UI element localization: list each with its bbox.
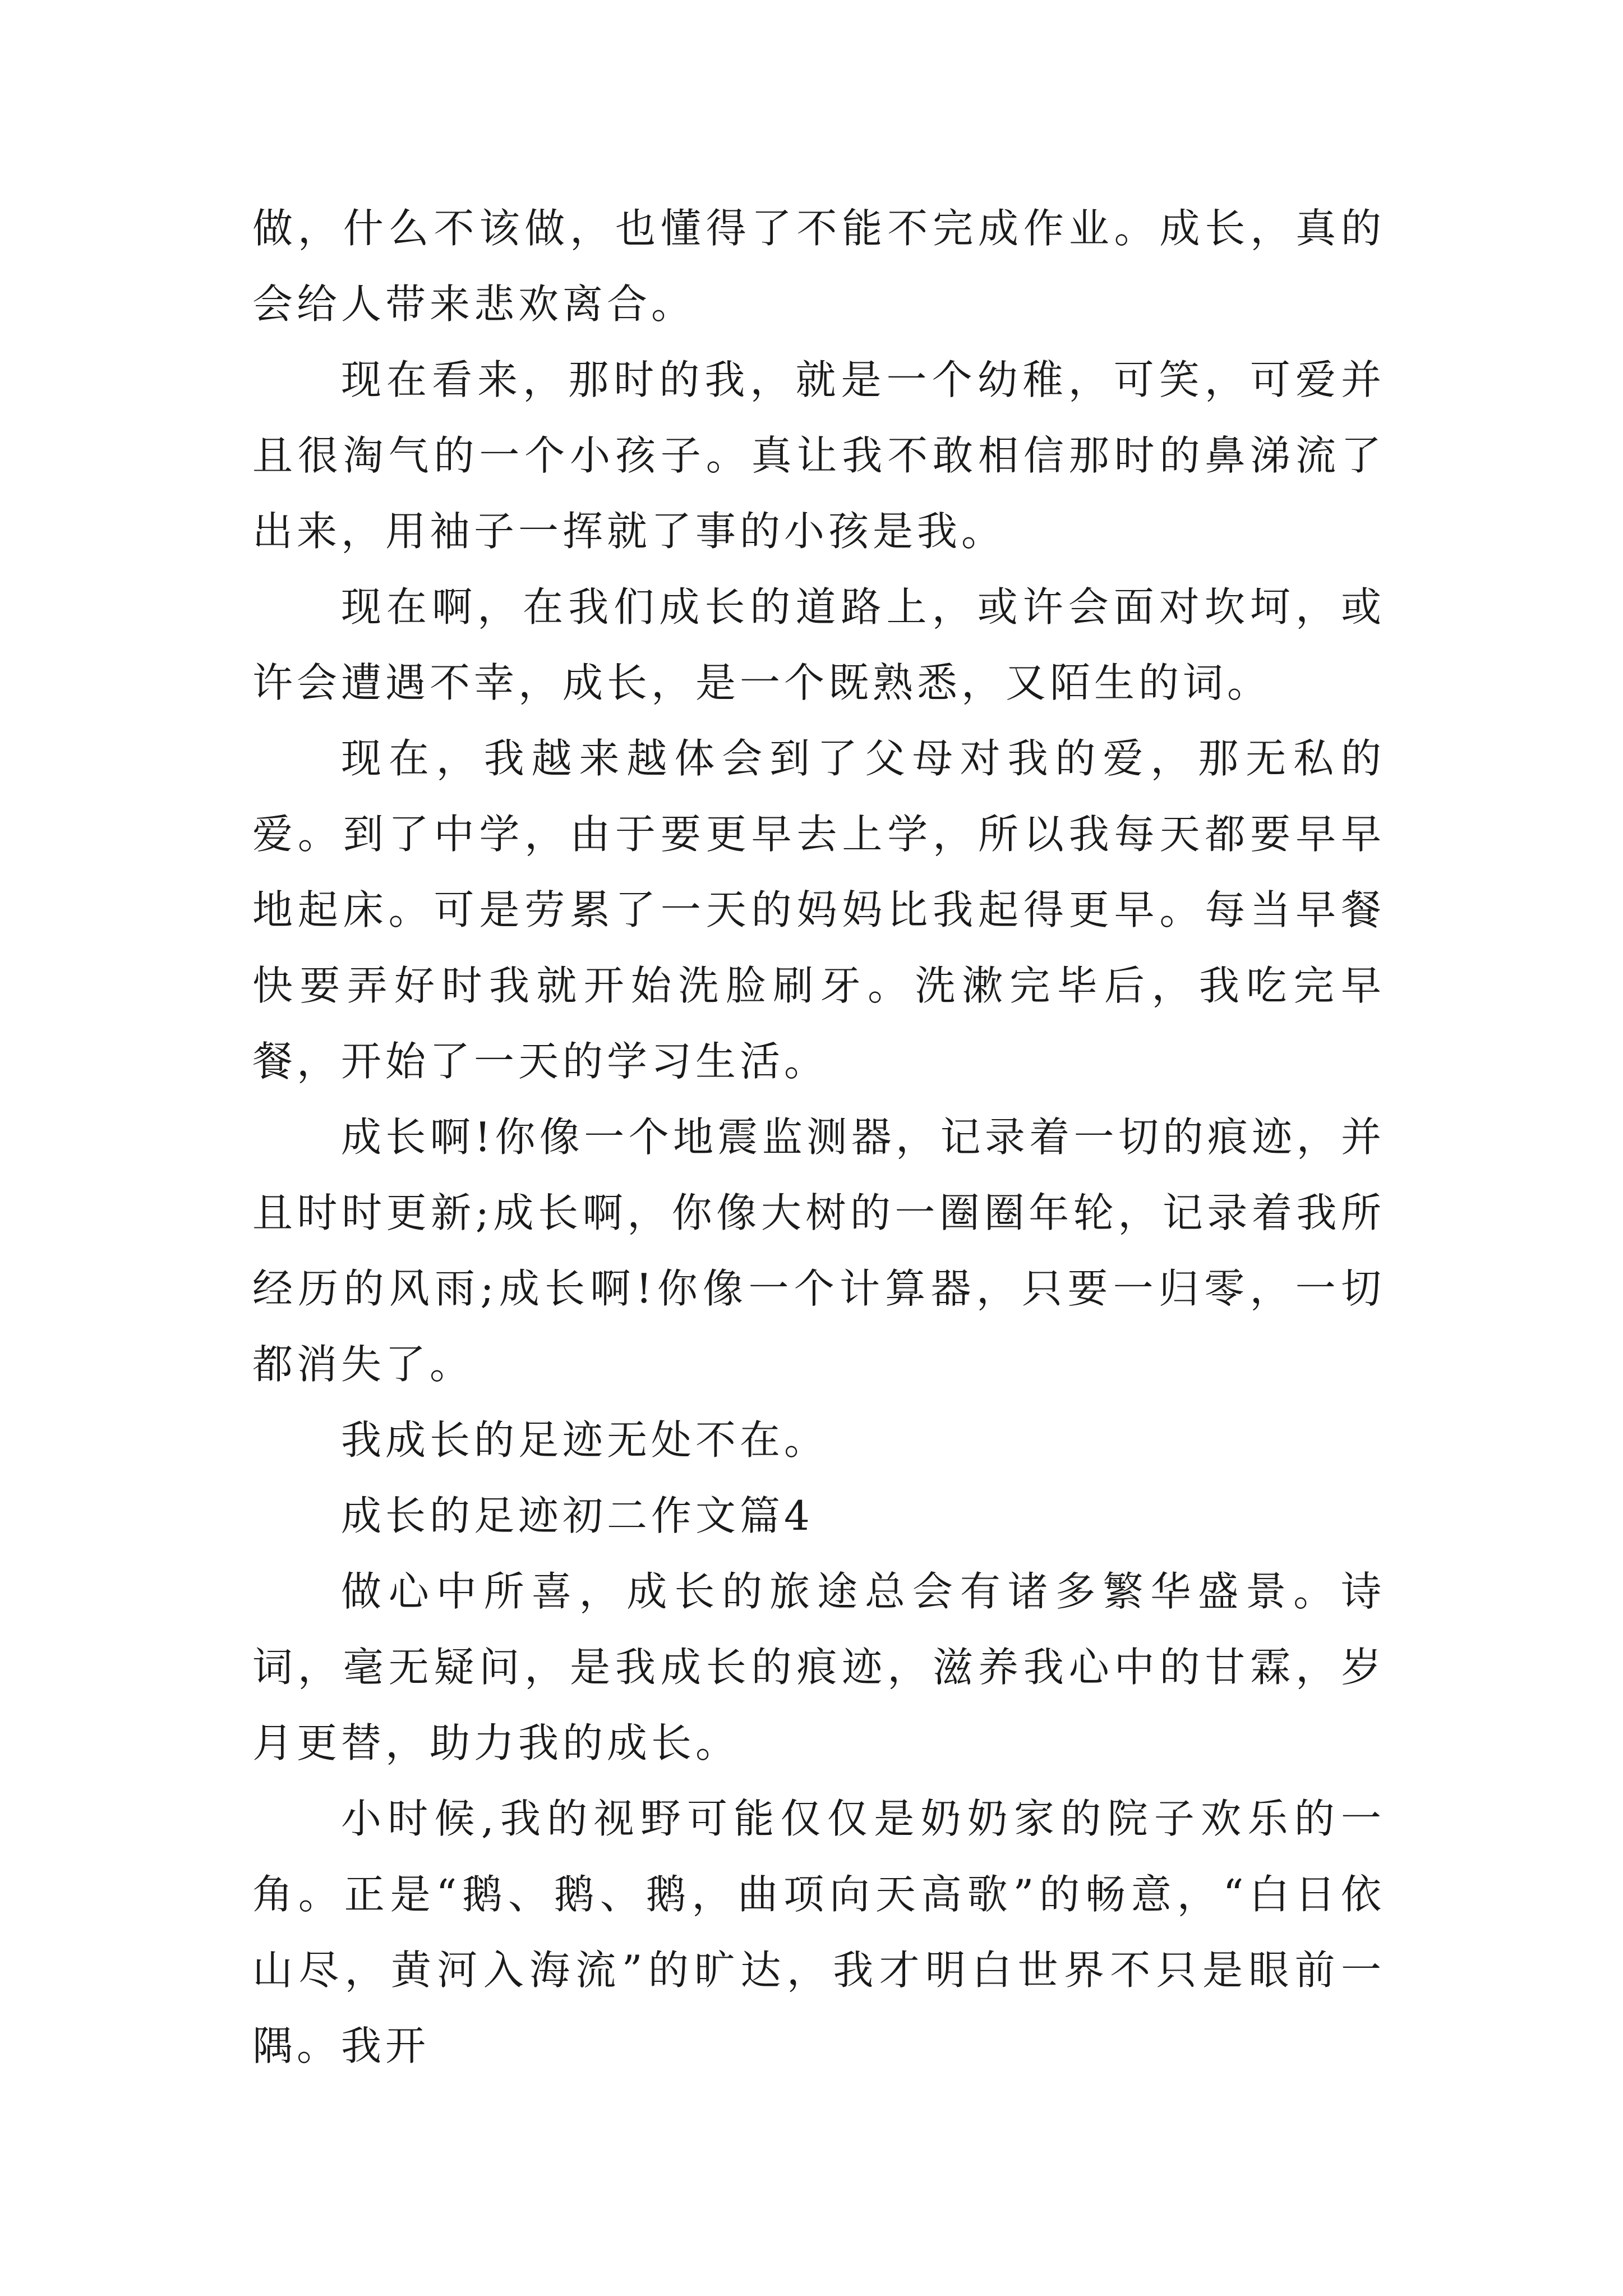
paragraph-3: 现在啊，在我们成长的道路上，或许会面对坎坷，或许会遭遇不幸，成长，是一个既熟悉，又陌生的词。 [252, 583, 1385, 706]
paragraph-8: 小时候,我的视野可能仅仅是奶奶家的院子欢乐的一角。正是“鹅、鹅、鹅，曲项向天高歌”的畅意，“白日依山尽，黄河入海流”的旷达，我才明白世界不只是眼前一隅。我开 [252, 1795, 1385, 2069]
paragraph-4: 现在，我越来越体会到了父母对我的爱，那无私的爱。到了中学，由于要更早去上学，所以我每天都要早早地起床。可是劳累了一天的妈妈比我起得更早。每当早餐快要弄好时我就开始洗脸刷牙。洗漱完毕后，我吃完早餐，开始了一天的学习生活。 [252, 735, 1385, 1085]
paragraph-7: 做心中所喜，成长的旅途总会有诸多繁华盛景。诗词，毫无疑问，是我成长的痕迹，滋养我心中的甘霖，岁月更替，助力我的成长。 [252, 1568, 1385, 1766]
paragraph-5: 成长啊!你像一个地震监测器，记录着一切的痕迹，并且时时更新;成长啊，你像大树的一圈圈年轮，记录着我所经历的风雨;成长啊!你像一个计算器，只要一归零，一切都消失了。 [252, 1114, 1385, 1388]
paragraph-6: 我成长的足迹无处不在。 [341, 1416, 829, 1464]
section-heading: 成长的足迹初二作文篇4 [341, 1492, 814, 1539]
paragraph-1: 做，什么不该做，也懂得了不能不完成作业。成长，真的会给人带来悲欢离合。 [252, 205, 1385, 328]
essay-body [252, 191, 1385, 2084]
paragraph-2: 现在看来，那时的我，就是一个幼稚，可笑，可爱并且很淘气的一个小孩子。真让我不敢相信那时的鼻涕流了出来，用袖子一挥就了事的小孩是我。 [252, 356, 1385, 555]
